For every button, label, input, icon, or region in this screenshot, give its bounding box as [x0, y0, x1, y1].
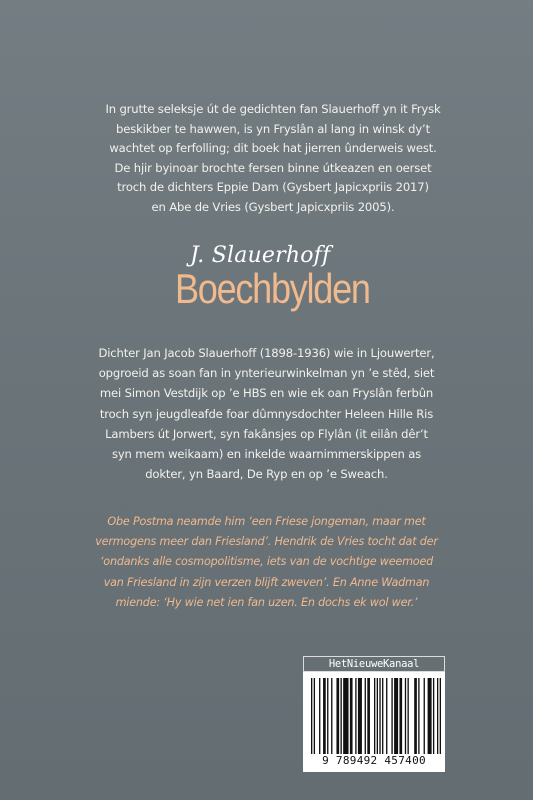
- barcode-bar: [399, 678, 402, 754]
- bio-line: Lambers út Jorwert, syn fakânsjes op Flylân (it eilân dêr’t: [105, 426, 428, 441]
- author-name: J. Slauerhoff: [190, 243, 331, 268]
- quote-line: Obe Postma neamde him ‘een Friese jongeman, maar met: [107, 515, 426, 528]
- barcode-bar: [379, 678, 380, 754]
- quote-line: ‘ondanks alle cosmopolitisme, iets van de vochtige weemoed: [99, 555, 434, 569]
- barcode-bar: [405, 678, 406, 754]
- barcode-bar: [433, 678, 434, 754]
- quote-line: van Friesland in zijn verzen blijft zweven’. En Anne Wadman: [103, 575, 430, 589]
- blurb-text: [100, 100, 446, 218]
- blurb-line: troch de dichters Eppie Dam (Gysbert Japicxpriis 2017): [117, 180, 429, 195]
- blurb-line: en Abe de Vries (Gysbert Japicxpriis 2005).: [151, 199, 395, 214]
- barcode-bar: [367, 678, 370, 754]
- bio-line: opgroeid as soan fan in ynterieurwinkelman yn ’e stêd, siet: [98, 366, 435, 381]
- barcode-bar: [311, 678, 312, 754]
- bio-line: Dichter Jan Jacob Slauerhoff (1898-1936) wie in Ljouwerter,: [98, 346, 435, 360]
- barcode-bar: [319, 678, 320, 754]
- bio-line: dokter, yn Baard, De Ryp en op ’e Sweach.: [145, 467, 388, 482]
- barcode-bar: [365, 678, 366, 754]
- blurb-line: De hjir byinoar brochte fersen binne útkeazen en oerset: [114, 160, 432, 175]
- quote-line: vermogens meer dan Friesland’. Hendrik de Vries tocht dat der: [95, 535, 438, 549]
- author-bio: [70, 343, 463, 484]
- barcode-bar: [358, 678, 362, 754]
- blurb-line: beskikber te hawwen, is yn Fryslân al lang in winsk dy’t: [116, 121, 430, 136]
- barcode-bar: [314, 678, 315, 754]
- barcode-bar: [331, 678, 332, 754]
- barcode-bar: [437, 678, 438, 754]
- bio-line: mei Simon Vestdijk op ’e HBS en wie ek oan Fryslân ferbûn: [99, 386, 434, 401]
- barcode-bar: [377, 678, 378, 754]
- barcode-bar: [440, 678, 441, 754]
- bio-line: troch syn jeugdleafde foar dûmnysdochter Heleen Hille Ris: [99, 406, 434, 421]
- barcode-bar: [428, 678, 432, 754]
- barcode-bar: [382, 678, 383, 754]
- barcode-bar: [394, 678, 398, 754]
- barcode-bar: [350, 678, 353, 754]
- barcode-bar: [386, 678, 387, 754]
- barcode-bar: [336, 678, 339, 754]
- blurb-line: In grutte seleksje út de gedichten fan Slauerhoff yn it Frysk: [105, 102, 441, 116]
- book-title: Boechbylden: [175, 265, 370, 312]
- isbn-number: 9 789492 457400: [322, 754, 426, 767]
- barcode-bars: [311, 678, 441, 754]
- barcode-bar: [323, 678, 326, 754]
- barcode-bar: [418, 678, 419, 754]
- publisher-logo: HetNieuweKanaal: [303, 656, 445, 672]
- barcode-bar: [424, 678, 425, 754]
- barcode-bar: [374, 678, 375, 754]
- barcode-bar: [407, 678, 408, 754]
- bio-line: syn mem weikaam) en inkelde waarnimmerskippen as: [111, 447, 422, 462]
- barcode-bar: [355, 678, 356, 754]
- barcode-bar: [414, 678, 417, 754]
- blurb-line: wachtet op ferfolling; dit boek hat jierren ûnderweis west.: [109, 141, 437, 156]
- barcode-bar: [343, 678, 348, 754]
- barcode-bar: [391, 678, 392, 754]
- barcode-bar: [327, 678, 328, 754]
- quote-line: miende: ‘Hy wie net ien fan uzen. En dochs ek wol wer.’: [115, 595, 418, 609]
- isbn-barcode: [303, 672, 445, 772]
- barcode-bar: [340, 678, 341, 754]
- review-quotes: [70, 512, 463, 613]
